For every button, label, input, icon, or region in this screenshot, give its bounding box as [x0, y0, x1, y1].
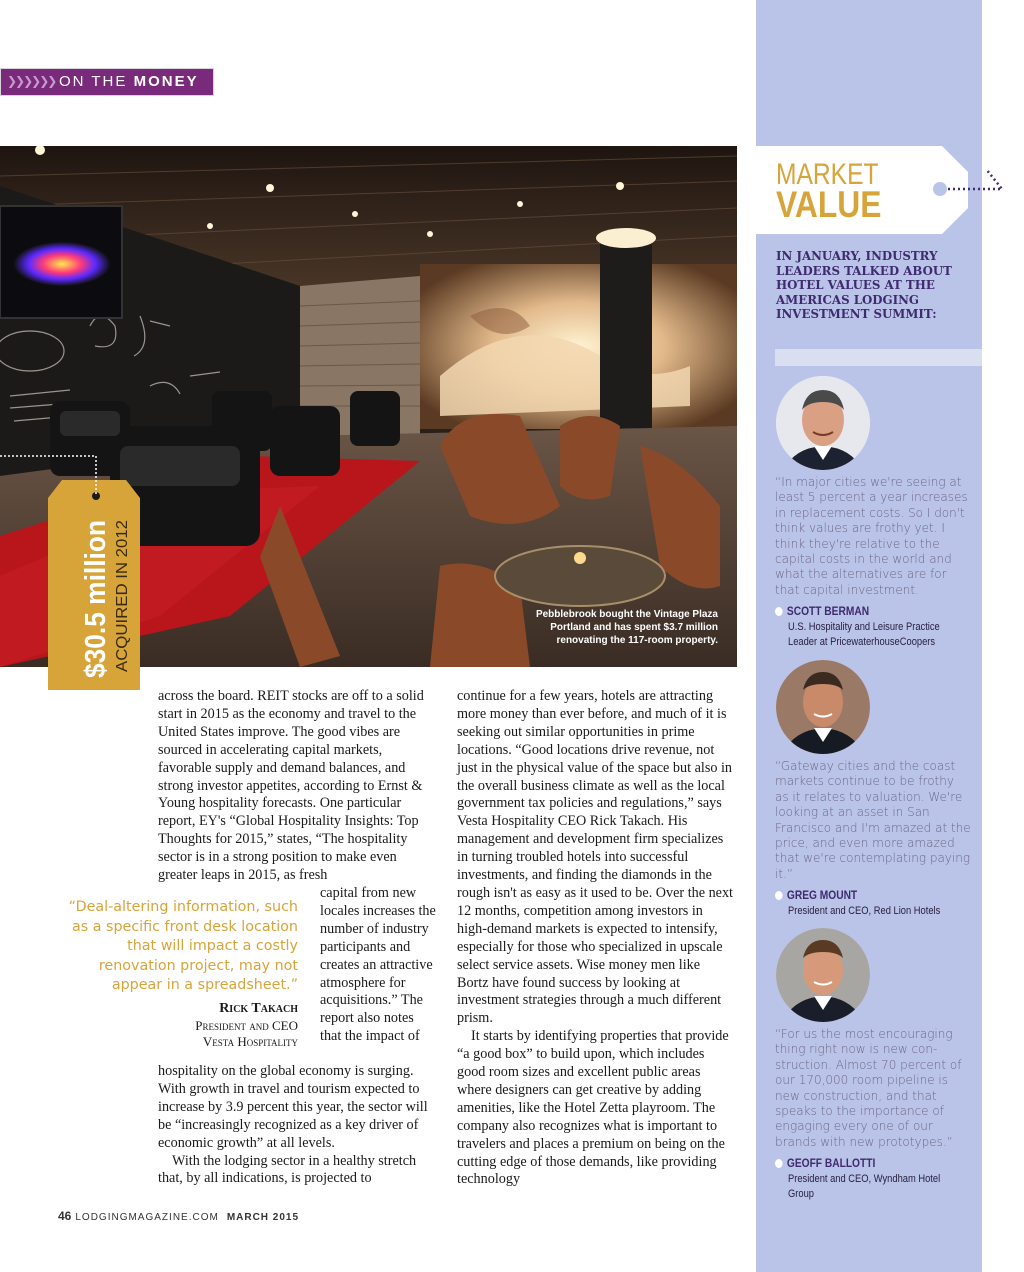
photo-caption: Pebblebrook bought the Vintage Plaza Portland and has spent $3.7 million renovating the 117-room property. [535, 609, 718, 646]
folio [58, 1209, 299, 1223]
price-tag-string [0, 452, 100, 502]
folio-site: LODGINGMAGAZINE.COM [75, 1212, 219, 1223]
price-amount: $30.5 million [80, 503, 112, 678]
article-paragraph: continue for a few years, hotels are attracting more money than ever before, and much of it is seeking out similar opportunities in prime locations. “Good locations drive revenue, not just in the physical value of the space but also in the overall business climate as well as the local government tax policies and regulations,” says Vesta Hospitality CEO Rick Takach. His management and development firm specializes in turning troubled hotels into successful investments, and finding the diamonds in the rough isn't as easy as it used to be. Over the next 12 months, competition among investors in high-demand markets is expected to intensify, especially for those who specialized in upscale select service assets. Wise money men like Bortz have found success by looking at investment strategies through a much different prism. [457, 688, 733, 1027]
article-paragraph: With the lodging sector in a healthy stretch that, by all indications, is projected to [158, 1152, 417, 1187]
bullet-icon [775, 1159, 783, 1168]
quote-name: GREG MOUNT [775, 888, 857, 902]
pull-quote: “Deal-altering information, such as a specific front desk location that will impact a costly renovation project, may not appear in a spreadsheet.” [68, 899, 298, 993]
article-paragraph: It starts by identifying properties that provide “a good box” to build upon, which includes good room sizes and excellent public areas where designers can get creative by adding amenities, like the Hotel Zetta playroom. The company also recognizes what is important to travelers and places a premium on being on the cutting edge of those demands, like providing technology [457, 1028, 729, 1188]
chevrons-icon: ❯❯❯❯❯❯ [7, 74, 56, 88]
article-col1-bottom [158, 1063, 438, 1188]
portrait-icon [776, 376, 870, 470]
sidebar-title-line2: VALUE [776, 184, 882, 225]
page-number: 46 [58, 1209, 72, 1223]
sidebar-title-line1: MARKET [776, 158, 879, 191]
quote-title: President and CEO, Red Lion Hotels [788, 905, 941, 917]
quote-title: U.S. Hospitality and Leisure Practice Leader at PricewaterhouseCoopers [788, 621, 940, 648]
price-tag-text [48, 480, 140, 690]
portrait-icon [776, 928, 870, 1022]
portrait-icon [776, 660, 870, 754]
sidebar-intro: IN JANUARY, INDUSTRY LEADERS TALKED ABOUT HOTEL VALUES AT THE AMERICAS LODGING INVESTMENT SUMMIT: [776, 249, 952, 322]
quote-title: President and CEO, Wyndham Hotel Group [788, 1173, 941, 1200]
section-tab [0, 68, 214, 96]
avatar-geoff-ballotti [776, 928, 870, 1022]
folio-issue: MARCH 2015 [226, 1212, 300, 1223]
pull-quote-company: Vesta Hospitality [202, 1034, 298, 1049]
quote-text: “In major cities we're seeing at least 5 percent a year increases in replacement costs. So I don't think values are frothy yet. I think they're relative to the capital costs in the world and what the alternatives are for that capital investment. [775, 475, 968, 597]
section-tab-bar [1, 69, 213, 95]
price-acquired: ACQUIRED IN 2012 [114, 527, 131, 672]
sidebar-divider [775, 349, 982, 366]
pull-quote-title: President and CEO [195, 1018, 298, 1033]
article-col2 [457, 688, 735, 1189]
article-col1-narrow: capital from new locales increases the number of industry participants and creates an attractive atmosphere for acquisitions.” The report also notes that the impact of [320, 885, 436, 1045]
article-paragraph: hospitality on the global economy is surging. With growth in travel and tourism expected to increase by 3.9 percent this year, the sector will be “increasingly recognized as a key driver of economic growth” at all levels. [158, 1063, 428, 1151]
quote-name: GEOFF BALLOTTI [775, 1156, 875, 1170]
article-col1-top: across the board. REIT stocks are off to a solid start in 2015 as the economy and travel to the United States improve. The good vibes are sourced in accelerating capital markets, favorable supply and demand balances, and strong investor appetites, according to Ernst & Young hospitality forecasts. One particular report, EY's “Global Hospitality Insights: Top Thoughts for 2015,” states, “The hospitality sector is in a strong position to make even greater leaps in 2015, as fresh [158, 688, 424, 884]
bullet-icon [775, 607, 783, 616]
quote-text: “Gateway cities and the coast markets continue to be frothy as it relates to valuation. We're looking at an asset in San Francisco and I'm amazed at the price, and even more amazed that we're contemplating paying it.” [775, 759, 971, 881]
pull-quote-name: Rick Takach [219, 1001, 298, 1016]
quote-text: “For us the most encouraging thing right now is new construction. Almost 70 percent of our 170,000 room pipeline is new construction, and that speaks to the importance of engaging every one of our brands with new prototypes.” [775, 1027, 962, 1149]
avatar-scott-berman [776, 376, 870, 470]
tag-string-icon [930, 166, 1006, 196]
bullet-icon [775, 891, 783, 900]
section-tab-label: ON THE MONEY [59, 73, 199, 90]
quote-name: SCOTT BERMAN [775, 604, 869, 618]
avatar-greg-mount [776, 660, 870, 754]
